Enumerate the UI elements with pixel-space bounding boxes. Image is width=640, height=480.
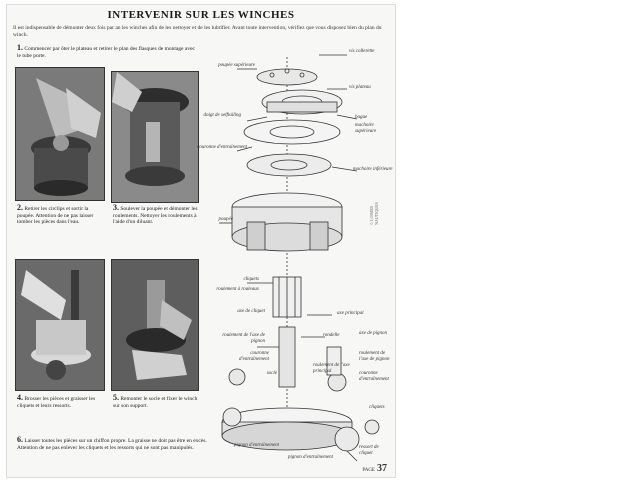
step-3-body: Soulever la poupée et démonter les roulements. Nettoyer les roulements à l'aide d'un diluant. bbox=[113, 206, 198, 225]
label-poupee-superieure: poupée supérieure bbox=[218, 63, 255, 68]
step-2-text bbox=[17, 205, 105, 226]
label-couronne-entrainement: couronne d'entraînement bbox=[197, 145, 247, 150]
winch-exploded-diagram bbox=[207, 47, 397, 467]
label-doigt-selftailing: doigt de selftailing bbox=[203, 113, 241, 118]
step-2-number: 2. bbox=[17, 203, 23, 212]
label-roulement-axe-pignon: roulement de l'axe de pignon bbox=[359, 351, 390, 362]
label-machoire-inferieure: machoire inférieure bbox=[353, 167, 393, 172]
label-rondelle: rondelle bbox=[323, 333, 340, 338]
label-axe-cliquet: axe de cliquet bbox=[237, 309, 265, 314]
step-2-body: Retirer les circlips et sortir la poupée. Attention de ne pas laisser tomber les pièces dans l'eau. bbox=[17, 206, 94, 225]
step-6-number: 6. bbox=[17, 435, 23, 444]
intro-paragraph: Il est indispensable de démonter deux fois par an les winches afin de les nettoyer et de les lubrifier. Avant toute intervention, vérifiez que vous disposez bien du plan du winch. bbox=[13, 25, 382, 38]
label-roulement-rouleaux: roulement à rouleaux bbox=[216, 287, 259, 292]
label-bague: bague bbox=[355, 115, 368, 120]
photo-step-2 bbox=[111, 71, 199, 203]
page-title: INTERVENIR SUR LES WINCHES bbox=[107, 9, 295, 21]
label-roulement-axe: roulement de l'axe de pignon bbox=[222, 333, 265, 344]
page-label: PAGE bbox=[362, 468, 375, 473]
step-4-text bbox=[17, 395, 105, 409]
step-5-number: 5. bbox=[113, 393, 119, 402]
photo-step-5 bbox=[111, 259, 199, 391]
step-6-text bbox=[17, 437, 207, 451]
step-1-text bbox=[17, 45, 197, 59]
label-couronne-entrainement-3: couronne d'entraînement bbox=[359, 371, 389, 382]
label-ressort-cliquet: ressort de cliquet bbox=[359, 445, 379, 456]
label-roulement-axe-principal: roulement de l'axe principal bbox=[313, 363, 350, 374]
label-axe-pignon: axe de pignon bbox=[359, 331, 388, 336]
photo-step-4 bbox=[15, 259, 105, 391]
label-vis-plateau: vis plateau bbox=[349, 85, 371, 90]
step-5-body: Remonter le socle et fixer le winch sur son support. bbox=[113, 396, 198, 409]
label-axe-principal: axe principal bbox=[337, 311, 364, 316]
page-footer bbox=[362, 463, 387, 474]
label-cliquets-1: cliquets bbox=[243, 277, 259, 282]
label-socle: socle bbox=[266, 371, 277, 376]
step-4-number: 4. bbox=[17, 393, 23, 402]
label-poupee: poupée bbox=[218, 217, 233, 222]
photo-step-1 bbox=[15, 67, 105, 201]
step-3-text bbox=[113, 205, 201, 226]
label-vis-collerette: vis collerette bbox=[349, 49, 375, 54]
label-pignon-entrainement-2: pignon d'entraînement bbox=[287, 455, 333, 460]
step-4-body: Brosser les pièces et graisser les cliquets et leurs ressorts. bbox=[17, 396, 96, 409]
step-1-body: Commencer par ôter le plateau et retirer le plan des flasques de montage avec le tube porte. bbox=[17, 46, 195, 59]
step-1-number: 1. bbox=[17, 43, 23, 52]
page-number: 37 bbox=[377, 463, 387, 474]
label-pignon-entrainement: pignon d'entraînement bbox=[233, 443, 279, 448]
label-machoire-superieure: machoire supérieure bbox=[355, 123, 377, 134]
copyright-note: © LOISIRS NAUTIQUES bbox=[369, 202, 379, 225]
step-3-number: 3. bbox=[113, 203, 119, 212]
step-6-body: Laisser toutes les pièces sur un chiffon propre. La graisse ne doit pas être en excès. Attention de ne pas enlever les cliquets et les ressorts qui ne sont pas manipulés. bbox=[17, 438, 207, 451]
document-page bbox=[6, 4, 396, 478]
label-cliquets-2: cliquets bbox=[369, 405, 385, 410]
label-couronne-entrainement-2: couronne d'entraînement bbox=[239, 351, 269, 362]
step-5-text bbox=[113, 395, 201, 409]
